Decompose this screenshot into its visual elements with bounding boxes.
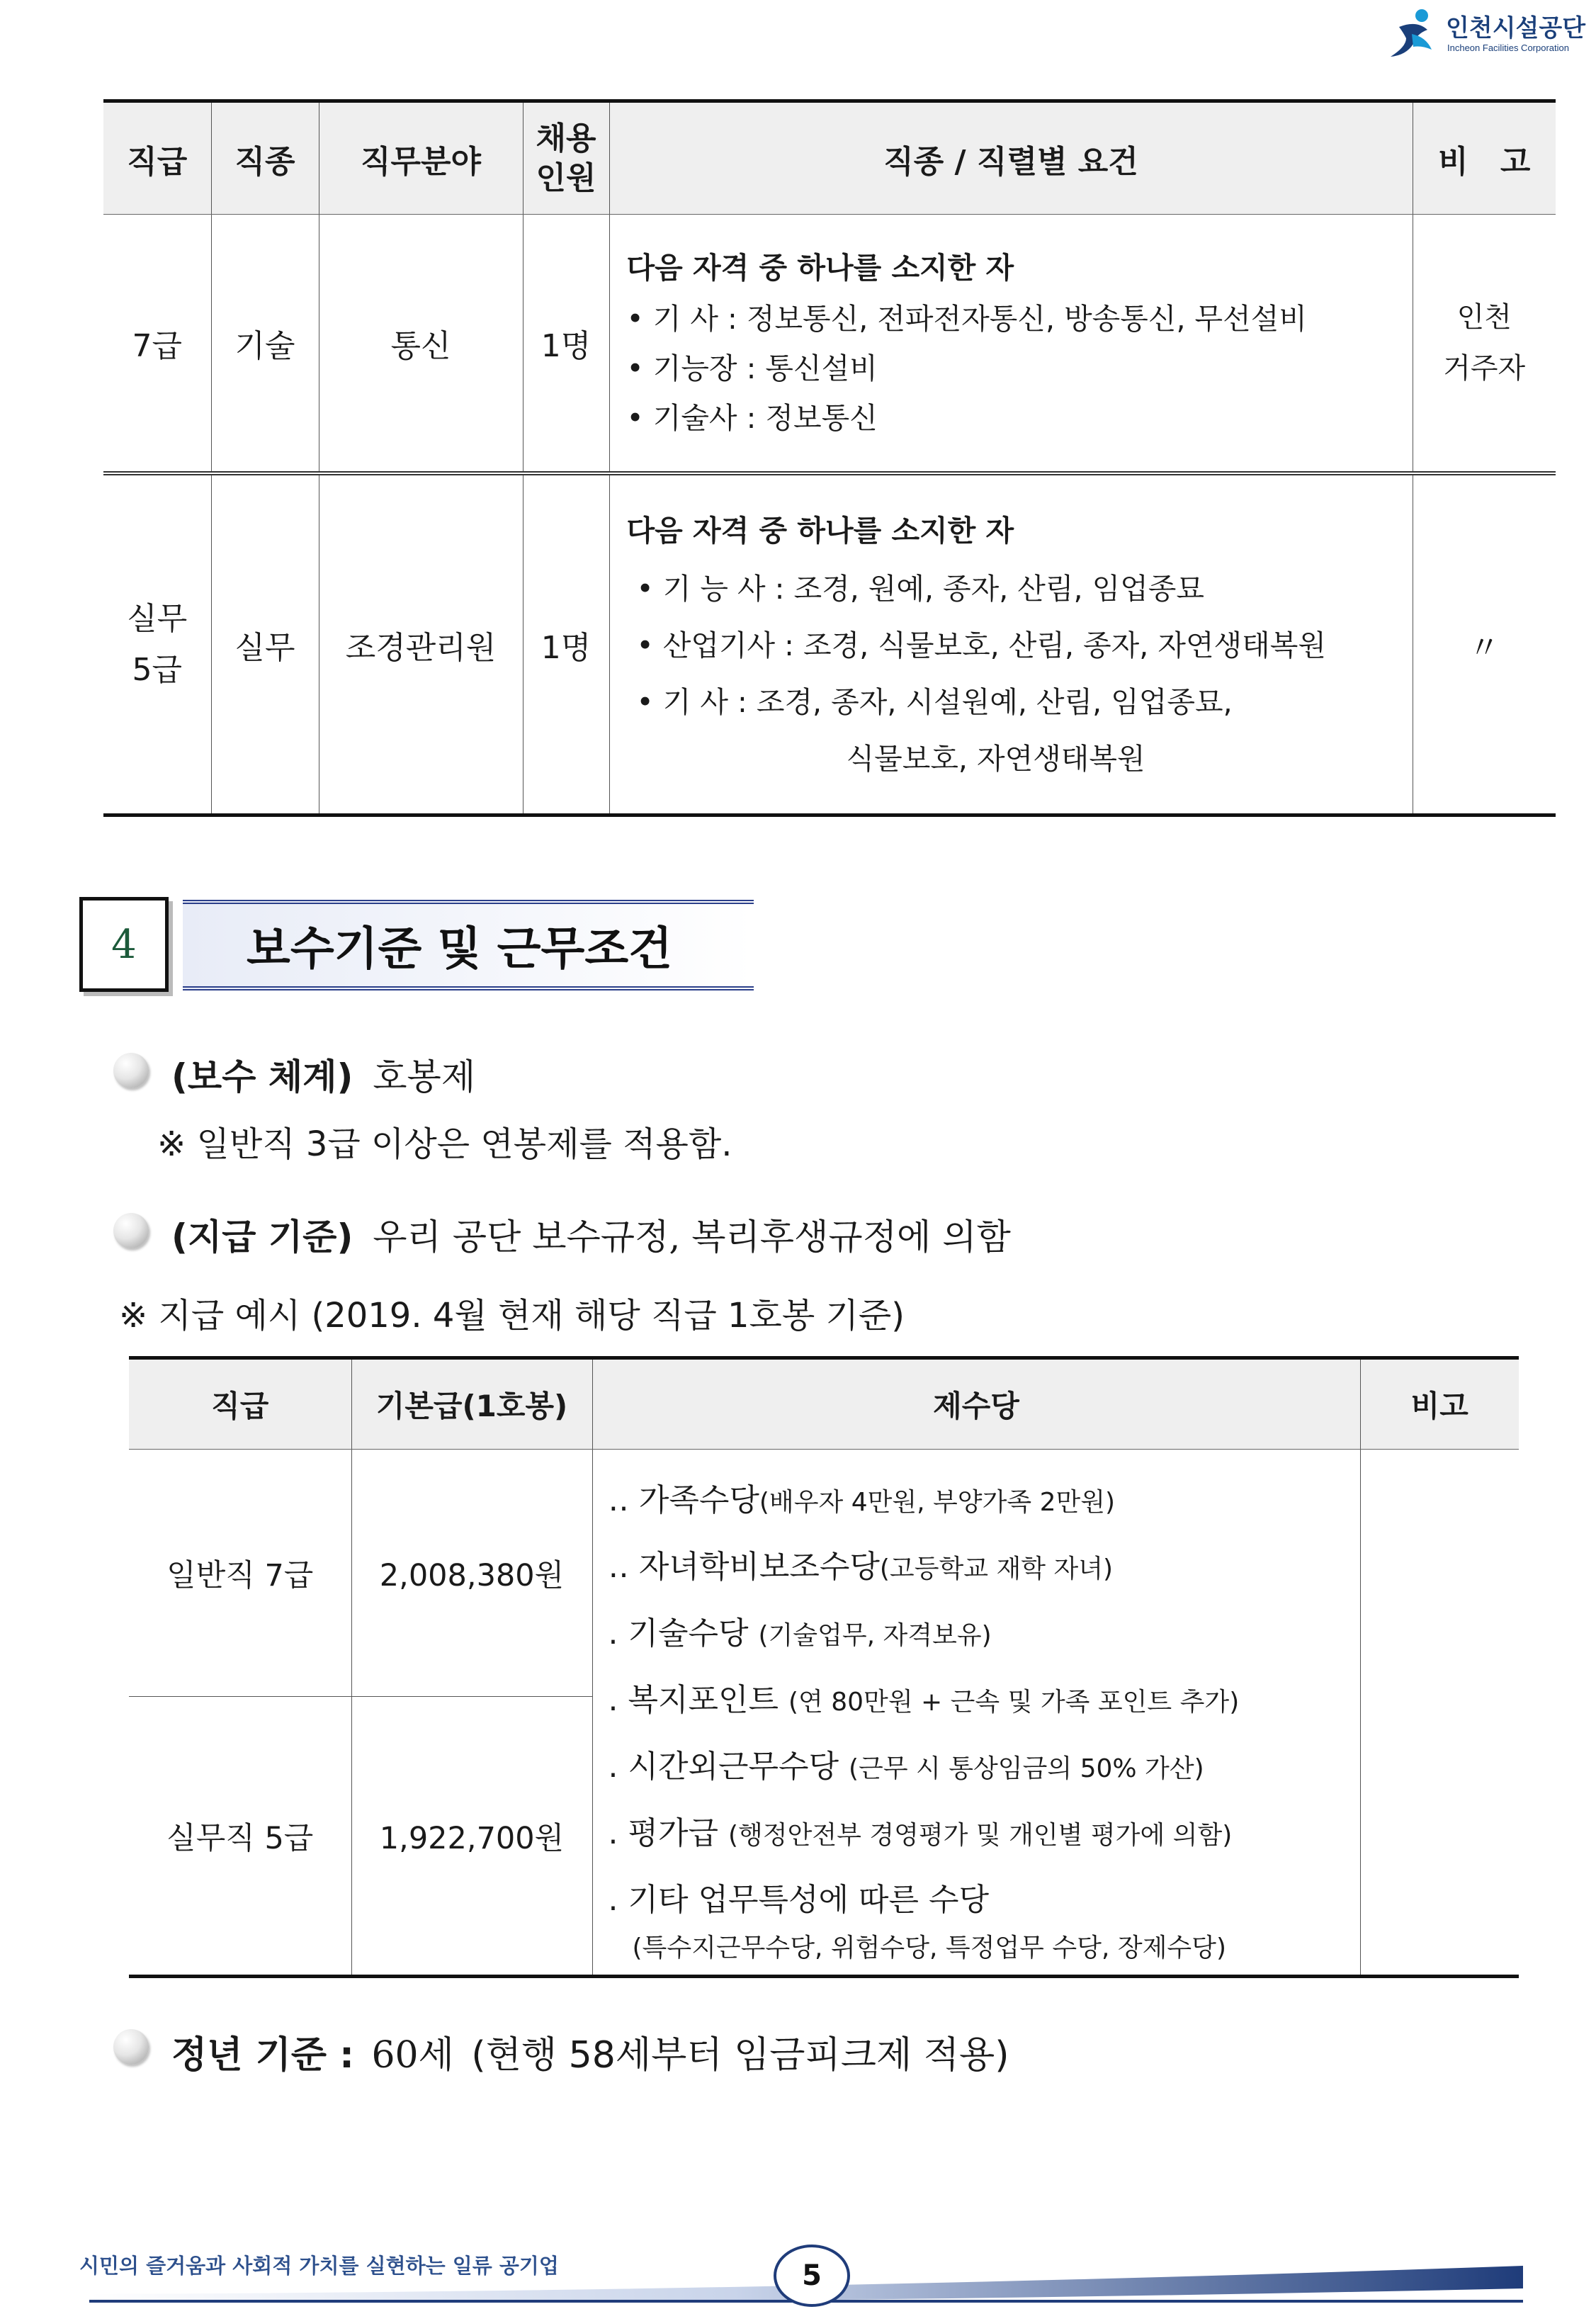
col-header-note: 비 고 xyxy=(1413,101,1556,215)
bullet-ball-icon xyxy=(113,2029,149,2065)
cell-requirements xyxy=(609,473,1413,815)
cell-field: 조경관리원 xyxy=(319,473,523,815)
allowance-sub-note: (특수지근무수당, 위험수당, 특정업무 수당, 장제수당) xyxy=(632,1933,1226,1963)
requirement-item: • 산업기사 : 조경, 식물보호, 산림, 종자, 자연생태복원 xyxy=(636,628,1326,662)
cell-base-pay: 1,922,700원 xyxy=(351,1697,592,1977)
pay-basis-value: 우리 공단 보수규정, 복리후생규정에 의함 xyxy=(373,1216,1011,1258)
col-header-grade: 직급 xyxy=(103,101,211,215)
cell-count: 1명 xyxy=(523,473,609,815)
requirements-table xyxy=(103,99,1556,817)
allowance-item: ‥ 가족수당(배우자 4만원, 부양가족 2만원) xyxy=(608,1482,1116,1518)
bullet-ball-icon xyxy=(113,1213,149,1248)
retirement-label: 정년 기준 : xyxy=(171,2034,354,2077)
table-row xyxy=(103,473,1556,815)
cell-requirements xyxy=(609,215,1413,474)
col-header-type: 직종 xyxy=(211,101,319,215)
pay-system-value: 호봉제 xyxy=(373,1056,476,1097)
retirement-detail: (현행 58세부터 임금피크제 적용) xyxy=(471,2034,1009,2077)
requirement-item: • 기 사 : 정보통신, 전파전자통신, 방송통신, 무선설비 xyxy=(626,302,1307,336)
allowance-item: . 기술수당 (기술업무, 자격보유) xyxy=(608,1615,992,1652)
requirement-heading: 다음 자격 중 하나를 소지한 자 xyxy=(626,251,1014,285)
col-header-grade: 직급 xyxy=(129,1358,351,1450)
allowance-item: ‥ 자녀학비보조수당(고등학교 재학 자녀) xyxy=(608,1549,1114,1585)
col-header-allowances: 제수당 xyxy=(592,1358,1360,1450)
cell-allowances xyxy=(592,1450,1360,1977)
cell-grade: 실무 5급 xyxy=(127,600,188,688)
pay-system-line xyxy=(171,1049,475,1100)
requirement-heading: 다음 자격 중 하나를 소지한 자 xyxy=(626,513,1014,548)
salary-table xyxy=(129,1356,1519,1978)
cell-note: 〃 xyxy=(1413,473,1556,815)
logo-runner-icon xyxy=(1385,6,1442,61)
table-row xyxy=(103,215,1556,474)
retirement-line xyxy=(171,2025,1009,2078)
section-title: 보수기준 및 근무조건 xyxy=(183,900,754,990)
cell-count: 1명 xyxy=(523,215,609,474)
allowance-item: . 기타 업무특성에 따른 수당 xyxy=(608,1882,989,1918)
footer-slogan: 시민의 즐거움과 사회적 가치를 실현하는 일류 공기업 xyxy=(79,2254,559,2278)
requirement-item: • 기 사 : 조경, 종자, 시설원예, 산림, 임업종묘, xyxy=(636,684,1233,719)
table-header-row xyxy=(103,101,1556,215)
pay-basis-label: (지급 기준) xyxy=(171,1216,353,1258)
pay-basis-note: ※ 지급 예시 (2019. 4월 현재 해당 직급 1호봉 기준) xyxy=(119,1296,905,1336)
col-header-requirements: 직종 / 직렬별 요건 xyxy=(609,101,1413,215)
cell-note: 인천 거주자 xyxy=(1413,215,1556,474)
company-logo xyxy=(1385,6,1590,61)
pay-basis-line xyxy=(171,1209,1011,1260)
col-header-count: 채용 인원 xyxy=(523,101,609,215)
col-header-note: 비고 xyxy=(1360,1358,1519,1450)
allowance-item: . 복지포인트 (연 80만원 + 근속 및 가족 포인트 추가) xyxy=(608,1682,1240,1718)
retirement-age: 60세 xyxy=(371,2034,454,2077)
bullet-ball-icon xyxy=(113,1053,149,1088)
requirement-item: • 기 능 사 : 조경, 원예, 종자, 산림, 임업종묘 xyxy=(636,571,1205,606)
cell-grade: 7급 xyxy=(103,215,211,474)
col-header-base-pay: 기본급(1호봉) xyxy=(351,1358,592,1450)
page-number: 5 xyxy=(774,2245,850,2307)
allowance-item: . 평가급 (행정안전부 경영평가 및 개인별 평가에 의함) xyxy=(608,1815,1233,1851)
cell-base-pay: 2,008,380원 xyxy=(351,1450,592,1697)
cell-type: 실무 xyxy=(211,473,319,815)
col-header-field: 직무분야 xyxy=(319,101,523,215)
cell-note xyxy=(1360,1450,1519,1977)
logo-text: 인천시설공단 xyxy=(1446,14,1586,43)
allowance-item: . 시간외근무수당 (근무 시 통상임금의 50% 가산) xyxy=(608,1749,1204,1785)
cell-type: 기술 xyxy=(211,215,319,474)
table-header-row xyxy=(129,1358,1519,1450)
pay-system-label: (보수 체계) xyxy=(171,1056,353,1097)
cell-grade: 실무직 5급 xyxy=(166,1820,314,1856)
table-row xyxy=(129,1450,1519,1697)
pay-system-note: ※ 일반직 3급 이상은 연봉제를 적용함. xyxy=(157,1124,732,1164)
requirement-item-continued: 식물보호, 자연생태복원 xyxy=(846,741,1145,776)
requirement-item: • 기능장 : 통신설비 xyxy=(626,351,878,385)
cell-field: 통신 xyxy=(319,215,523,474)
section-number: 4 xyxy=(79,897,169,992)
logo-subtitle: Incheon Facilities Corporation xyxy=(1447,43,1569,53)
cell-grade: 일반직 7급 xyxy=(129,1450,351,1697)
requirement-item: • 기술사 : 정보통신 xyxy=(626,401,878,435)
